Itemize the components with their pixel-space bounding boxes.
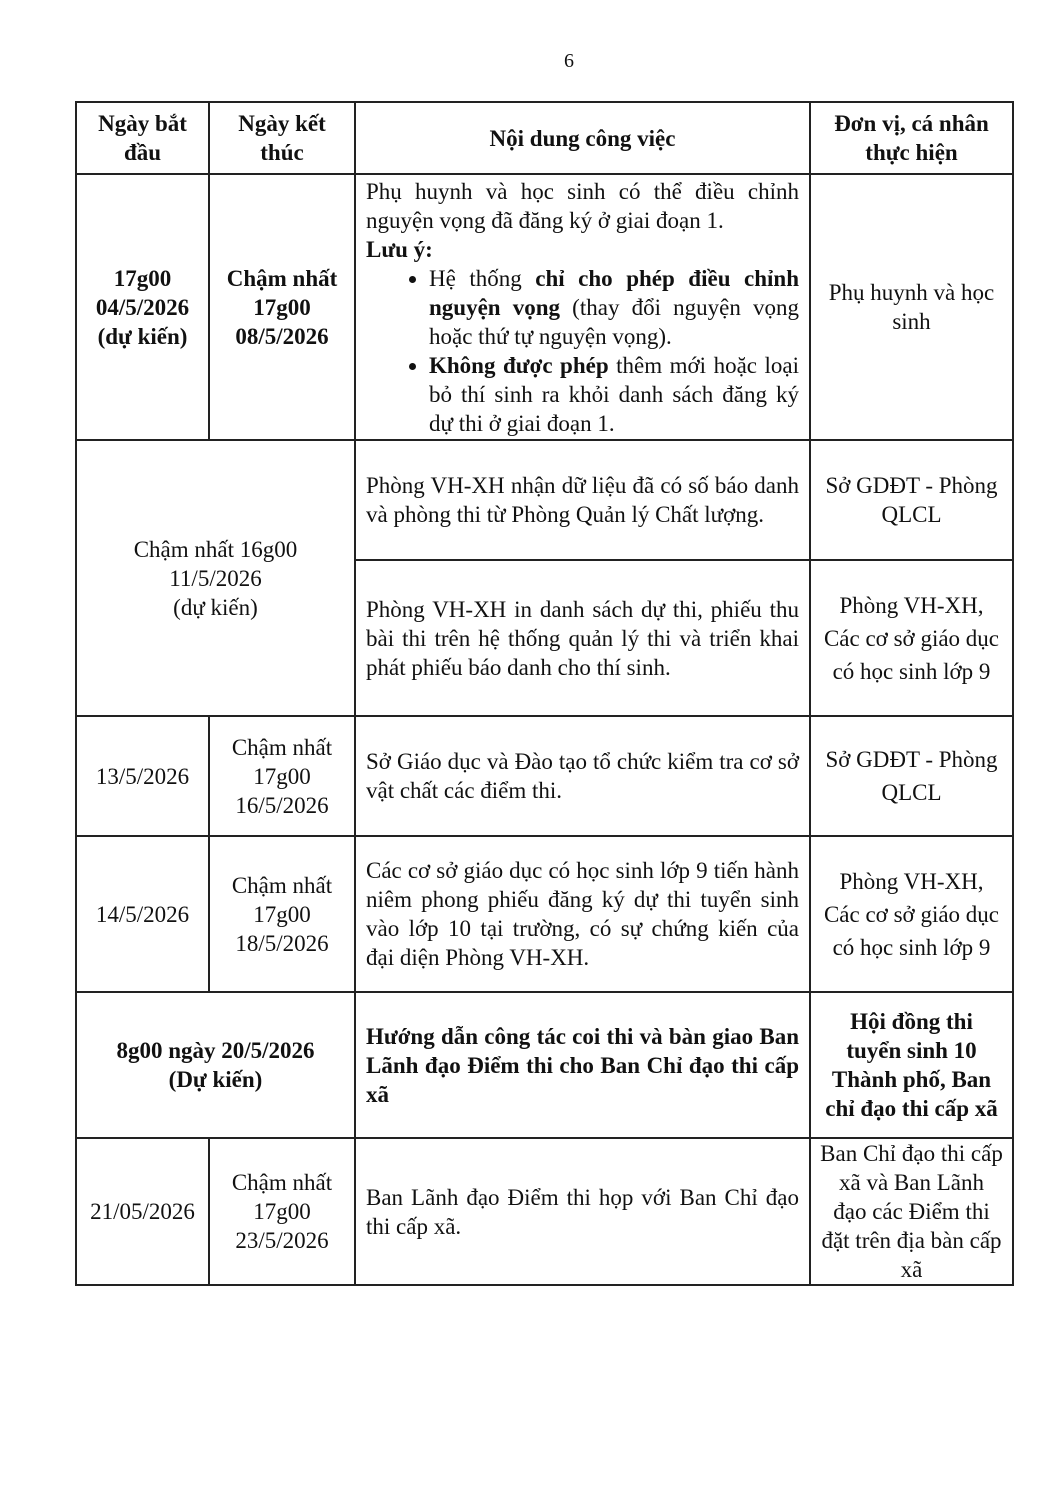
date-line: (dự kiến) xyxy=(173,594,258,620)
content-intro: Phụ huynh và học sinh có thể điều chỉnh nguyện vọng đã đăng ký ở giai đoạn 1. xyxy=(366,178,799,233)
date-line: 11/5/2026 xyxy=(169,565,262,591)
date-line: (Dự kiến) xyxy=(168,1067,263,1092)
note-text: (thay đổi nguyện vọng hoặc thứ tự nguyện vọng). xyxy=(429,294,800,349)
table-header-row xyxy=(76,102,1013,174)
end-time: 17g00 xyxy=(253,1199,311,1224)
start-date-cell: 21/05/2026 xyxy=(76,1138,209,1285)
note-item xyxy=(429,264,799,351)
table-row xyxy=(76,716,1013,836)
table-row xyxy=(76,836,1013,992)
end-date: 08/5/2026 xyxy=(235,323,329,349)
page-number: 6 xyxy=(564,50,574,72)
header-unit: Đơn vị, cá nhân thực hiện xyxy=(810,102,1013,174)
start-date: 04/5/2026 xyxy=(95,294,190,320)
end-time: 17g00 xyxy=(253,294,311,320)
end-time: 17g00 xyxy=(253,901,311,927)
start-date-cell xyxy=(76,174,209,440)
unit-cell: Hội đồng thi tuyển sinh 10 Thành phố, Ban chỉ đạo thi cấp xã xyxy=(810,992,1013,1138)
header-content: Nội dung công việc xyxy=(355,102,810,174)
date-line: Chậm nhất 16g00 xyxy=(133,536,298,562)
end-date: 16/5/2026 xyxy=(235,792,329,818)
unit-cell: Phòng VH-XH, Các cơ sở giáo dục có học sinh lớp 9 xyxy=(810,836,1013,992)
content-cell: Các cơ sở giáo dục có học sinh lớp 9 tiến hành niêm phong phiếu đăng ký dự thi tuyển sinh vào lớp 10 tại trường, có sự chứng kiến của đại diện Phòng VH-XH. xyxy=(355,836,810,992)
note-label: Lưu ý: xyxy=(366,236,433,262)
date-cell xyxy=(76,440,355,716)
content-cell: Hướng dẫn công tác coi thi và bàn giao Ban Lãnh đạo Điểm thi cho Ban Chỉ đạo thi cấp xã xyxy=(355,992,810,1138)
end-prefix: Chậm nhất xyxy=(231,1170,333,1195)
end-date-cell xyxy=(209,836,355,992)
end-time: 17g00 xyxy=(253,763,311,789)
end-date: 23/5/2026 xyxy=(235,1228,329,1253)
note-emphasis: Không được phép xyxy=(429,352,609,378)
end-prefix: Chậm nhất xyxy=(231,872,333,898)
note-text: Hệ thống xyxy=(429,265,536,291)
content-cell: Phòng VH-XH in danh sách dự thi, phiếu thu bài thi trên hệ thống quản lý thi và triển khai phát phiếu báo danh cho thí sinh. xyxy=(355,560,810,716)
end-prefix: Chậm nhất xyxy=(226,265,338,291)
schedule-table xyxy=(75,101,1014,1286)
content-cell xyxy=(355,174,810,440)
table-row xyxy=(76,992,1013,1138)
unit-cell: Phụ huynh và học sinh xyxy=(810,174,1013,440)
table-row xyxy=(76,1138,1013,1285)
start-note: (dự kiến) xyxy=(97,323,188,349)
unit-cell: Sở GDĐT - Phòng QLCL xyxy=(810,716,1013,836)
header-end-date: Ngày kết thúc xyxy=(209,102,355,174)
end-date-cell xyxy=(209,716,355,836)
end-prefix: Chậm nhất xyxy=(231,734,333,760)
note-item xyxy=(429,351,799,438)
note-emphasis: chỉ cho phép điều chỉnh nguyện vọng xyxy=(429,265,799,320)
unit-cell: Ban Chỉ đạo thi cấp xã và Ban Lãnh đạo các Điểm thi đặt trên địa bàn cấp xã xyxy=(810,1138,1013,1285)
content-cell: Phòng VH-XH nhận dữ liệu đã có số báo danh và phòng thi từ Phòng Quản lý Chất lượng. xyxy=(355,440,810,560)
header-start-date: Ngày bắt đầu xyxy=(76,102,209,174)
start-date-cell: 14/5/2026 xyxy=(76,836,209,992)
date-line: 8g00 ngày 20/5/2026 xyxy=(116,1038,315,1063)
unit-cell: Phòng VH-XH, Các cơ sở giáo dục có học sinh lớp 9 xyxy=(810,560,1013,716)
start-date-cell: 13/5/2026 xyxy=(76,716,209,836)
note-list xyxy=(366,264,799,438)
start-time: 17g00 xyxy=(113,265,172,291)
table-row xyxy=(76,440,1013,560)
end-date: 18/5/2026 xyxy=(235,930,329,956)
table-row xyxy=(76,174,1013,440)
end-date-cell xyxy=(209,174,355,440)
content-cell: Ban Lãnh đạo Điểm thi họp với Ban Chỉ đạo thi cấp xã. xyxy=(355,1138,810,1285)
end-date-cell xyxy=(209,1138,355,1285)
date-cell xyxy=(76,992,355,1138)
content-cell: Sở Giáo dục và Đào tạo tổ chức kiểm tra cơ sở vật chất các điểm thi. xyxy=(355,716,810,836)
unit-cell: Sở GDĐT - Phòng QLCL xyxy=(810,440,1013,560)
note-text: thêm mới hoặc loại bỏ thí sinh ra khỏi danh sách đăng ký dự thi ở giai đoạn 1. xyxy=(429,352,800,436)
